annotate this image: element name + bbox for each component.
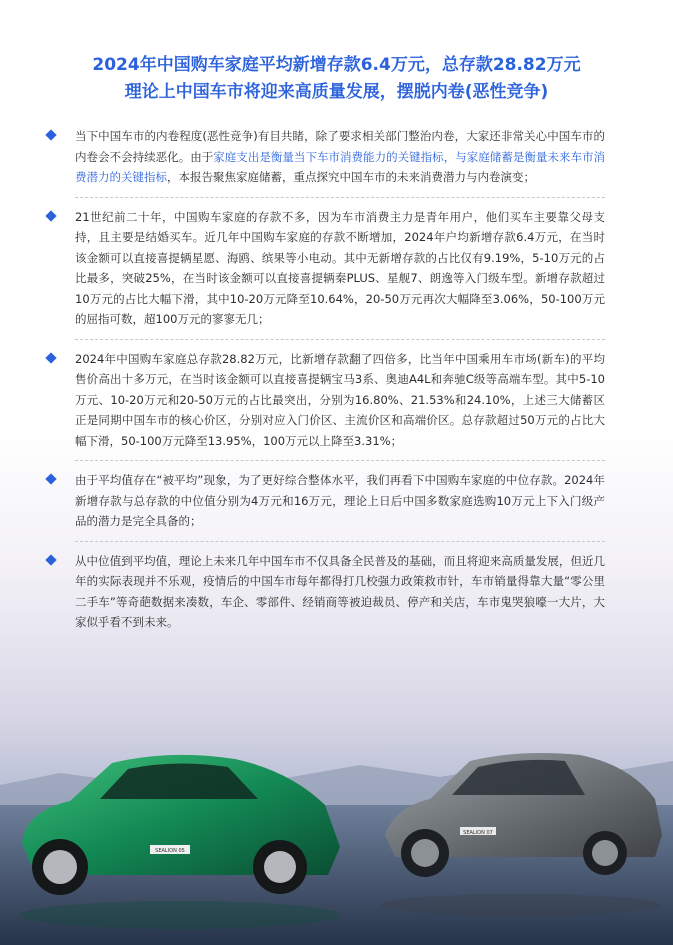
bullet-list [45,126,605,633]
diamond-bullet-icon [45,210,56,221]
bullet-item-4 [45,470,605,532]
divider [75,339,605,340]
paragraph-5: 从中位值到平均值，理论上未来几年中国车市不仅具备全民普及的基础，而且将迎来高质量发展，但近几年的实际表现并不乐观，疫情后的中国车市每年都得打几校强力政策救市针，车市销量得靠大量“零公里二手车”等奇葩数据来凑数，车企、零部件、经销商等被迫裁员、停产和关店，车市鬼哭狼嚎一大片，大家似乎看不到未来。 [75,553,605,629]
bullet-item-5 [45,551,605,633]
bullet-item-3 [45,349,605,452]
diamond-bullet-icon [45,554,56,565]
green-car-plate: SEALION 05 [155,848,185,854]
bullet-item-1 [45,126,605,188]
paragraph-4: 由于平均值存在“被平均”现象，为了更好综合整体水平，我们再看下中国购车家庭的中位存款。2024年新增存款与总存款的中位值分别为4万元和16万元，理论上日后中国多数家庭选购10万元上下入门级产品的潜力是完全具备的； [75,473,605,528]
diamond-bullet-icon [45,129,56,140]
diamond-bullet-icon [45,473,56,484]
paragraph-2: 21世纪前二十年，中国购车家庭的存款不多，因为车市消费主力是青年用户，他们买车主要靠父母支持，且主要是结婚买车。近几年中国购车家庭的存款不断增加，2024年户均新增存款6.4万元，在当时该金额可以直接喜提辆星愿、海鸥、缤果等小电动。其中无新增存款的占比仅有9.19%，5-10万元的占比最多，突破25%，在当时该金额可以直接喜提辆秦PLUS、星舰7、朗逸等入门级车型。新增存款超过10万元的占比大幅下滑，其中10-20万元降至10.64%，20-50万元再次大幅降至3.06%，50-100万元的屈指可数，超100万元的寥寥无几； [75,209,605,326]
divider [75,460,605,461]
title-line-2: 理论上中国车市将迎来高质量发展，摆脱内卷(恶性竞争) [124,82,549,102]
divider [75,197,605,198]
diamond-bullet-icon [45,352,56,363]
title-line-1: 2024年中国购车家庭平均新增存款6.4万元，总存款28.82万元 [92,55,581,75]
divider [75,541,605,542]
highlighted-text: 家庭支出是衡量当下车市消费能力的关键指标，与家庭储蓄是衡量未来车市消费潜力的关键指标 [75,149,605,184]
grey-car-plate: SEALION 07 [463,830,493,836]
page-title [0,52,673,106]
paragraph-1: 当下中国车市的内卷程度(恶性竞争)有目共睹，除了要求相关部门整治内卷，大家还非常关心中国车市的内卷会不会持续恶化。由于家庭支出是衡量当下车市消费能力的关键指标，与家庭储蓄是衡量未来车市消费潜力的关键指标，本报告聚焦家庭储蓄，重点探究中国车市的未来消费潜力与内卷演变； [75,129,605,184]
cars-illustration [0,715,673,945]
paragraph-3: 2024年中国购车家庭总存款28.82万元，比新增存款翻了四倍多，比当年中国乘用车市场(新车)的平均售价高出十多万元，在当时该金额可以直接喜提辆宝马3系、奥迪A4L和奔驰C级等高端车型。其中5-10万元、10-20万元和20-50万元的占比最突出，分别为16.80%、21.53%和24.10%，上述三大储蓄区正是同期中国车市的核心价区，分别对应入门价区、主流价区和高端价区。总存款超过50万元的占比大幅下滑，50-100万元降至13.95%，100万元以上降至3.31%； [75,351,605,448]
bullet-item-2 [45,207,605,330]
